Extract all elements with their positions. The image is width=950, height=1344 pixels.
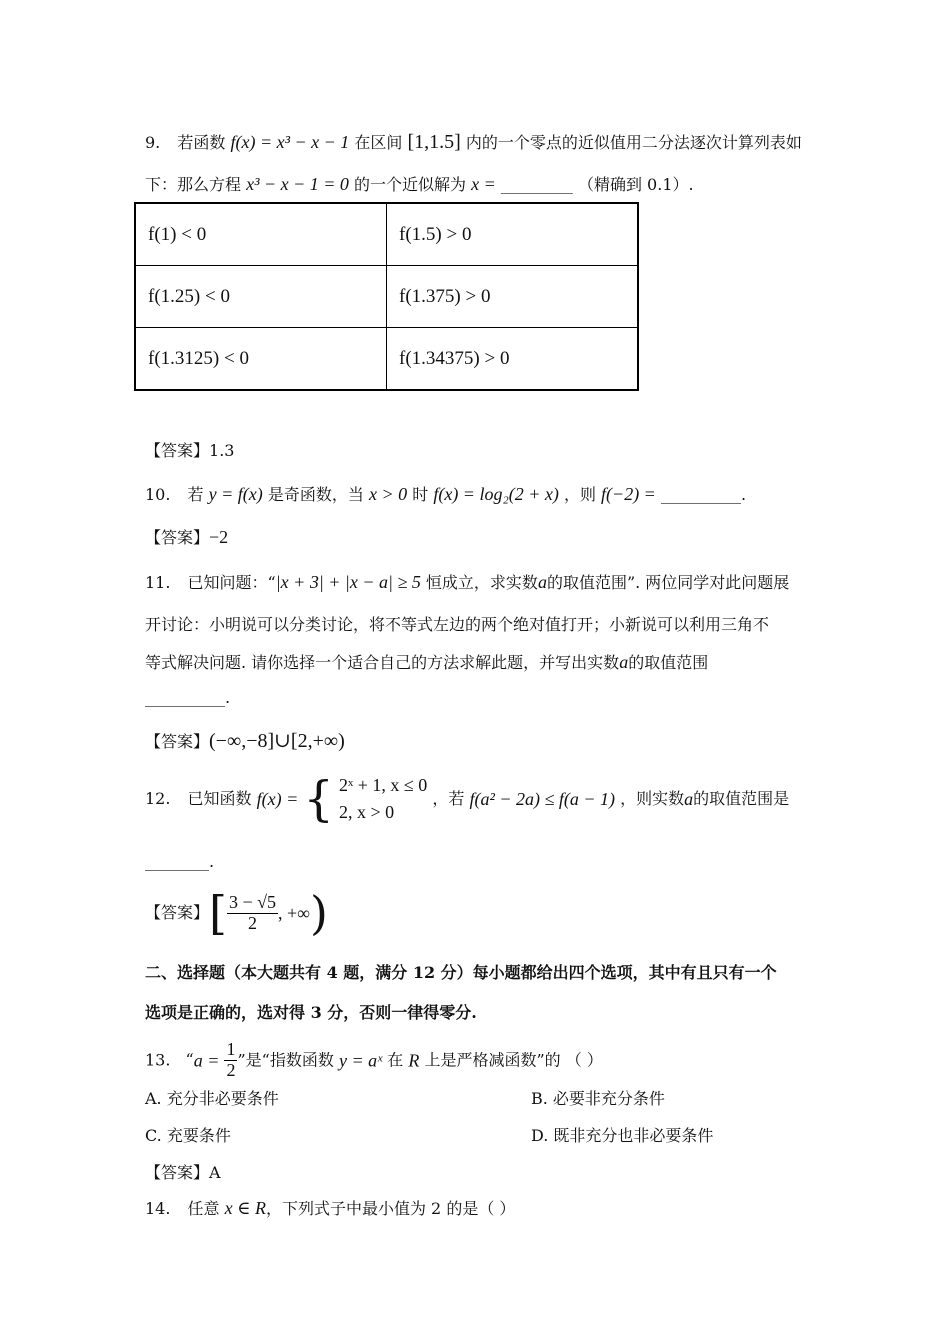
q11-answer	[145, 728, 345, 753]
q10-number: 10.	[145, 485, 171, 504]
q13-option-b: B. 必要非充分条件	[531, 1089, 665, 1108]
q9-answer	[145, 438, 234, 461]
q9-bisection-table	[134, 202, 639, 391]
table-cell: f(1.34375) > 0	[387, 328, 639, 391]
q13-option-d: D. 既非充分也非必要条件	[531, 1126, 714, 1145]
piecewise-brace: {	[303, 771, 334, 827]
q12-number: 12.	[145, 789, 171, 808]
answer-fraction: $\frac{3 - √5}{2}$	[228, 891, 276, 933]
q11-line2: 开讨论：小明说可以分类讨论，将不等式左边的两个绝对值打开；小新说可以利用三角不	[145, 615, 770, 634]
q9-number: 9.	[145, 133, 161, 152]
q10-line: 10. 若 y = f(x) 是奇函数，当 x > 0 时 f(x) = log₂(2 + x) ，则 f(−2) = __________.	[145, 484, 747, 504]
answer-value: 1.3	[209, 441, 235, 460]
table-row	[135, 203, 638, 266]
q12-line: 12. 已知函数 f(x) = { 2ˣ + 1, x ≤ 0 2, x > 0 ，若 f(a² − 2a) ≤ f(a − 1) ，则实数a的取值范围是	[145, 771, 790, 827]
answer-value: (−∞,−8]∪[2,+∞)	[209, 730, 345, 752]
answer-value: −2	[209, 527, 229, 547]
table-row	[135, 328, 638, 391]
answer-tag: 【答案】	[145, 441, 210, 460]
q9-interval: [1,1.5]	[407, 131, 461, 153]
table-cell: f(1.5) > 0	[387, 203, 639, 266]
q9-equation: x³ − x − 1 = 0	[246, 174, 349, 194]
q13-option-a: A. 充分非必要条件	[145, 1089, 279, 1108]
q14-line: 14. 任意 x ∈ R，下列式子中最小值为 2 的是（ ）	[145, 1198, 516, 1218]
table-row	[135, 266, 638, 328]
q11-line3: 等式解决问题. 请你选择一个适合自己的方法求解此题，并写出实数a的取值范围	[145, 652, 709, 672]
q10-answer	[145, 525, 228, 548]
table-cell: f(1.3125) < 0	[135, 328, 387, 391]
answer-tag: 【答案】	[145, 1163, 210, 1182]
table-cell: f(1.375) > 0	[387, 266, 639, 328]
q11-number: 11.	[145, 573, 171, 592]
table-cell: f(1.25) < 0	[135, 266, 387, 328]
answer-tag: 【答案】	[145, 528, 210, 547]
q13-fraction: $\frac{1}{2}$	[226, 1039, 236, 1080]
table-cell: f(1) < 0	[135, 203, 387, 266]
answer-tag: 【答案】	[145, 732, 210, 751]
q13-answer	[145, 1160, 221, 1183]
piecewise-function: 2ˣ + 1, x ≤ 0 2, x > 0	[339, 775, 428, 822]
q13-number: 13.	[145, 1050, 171, 1070]
q12-blank: ________.	[145, 852, 215, 871]
q14-number: 14.	[145, 1199, 171, 1218]
q10-blank: __________.	[660, 485, 747, 504]
q11-line1: 11. 已知问题：“|x + 3| + |x − a| ≥ 5 恒成立，求实数a的取值范围”. 两位同学对此问题展	[145, 572, 790, 592]
q13-option-c: C. 充要条件	[145, 1126, 231, 1145]
q12-answer: 【答案】[ $\frac{3 - √5}{2}$ , +∞)	[145, 886, 328, 940]
q9-blank: _________	[500, 175, 573, 194]
q9-line2: 下：那么方程 x³ − x − 1 = 0 的一个近似解为 x = _________ （精确到 0.1）.	[145, 174, 694, 194]
answer-tag: 【答案】	[145, 903, 210, 922]
answer-value: A	[209, 1163, 221, 1182]
section2-heading-line1: 二、选择题（本大题共有 4 题，满分 12 分）每小题都给出四个选项，其中有且只有一个	[145, 963, 777, 982]
q9-line1: 9. 若函数 f(x) = x³ − x − 1 在区间 [1,1.5] 内的一个零点的近似值用二分法逐次计算列表如	[145, 131, 802, 153]
q11-blank: __________.	[145, 688, 231, 707]
q9-function: f(x) = x³ − x − 1	[230, 132, 350, 152]
q13-line: 13. “a = $\frac{1}{2}$ ”是“指数函数 y = aˣ 在 R 上是严格减函数”的 （ ）	[145, 1039, 603, 1080]
section2-heading-line2: 选项是正确的，选对得 3 分，否则一律得零分.	[145, 1003, 477, 1022]
